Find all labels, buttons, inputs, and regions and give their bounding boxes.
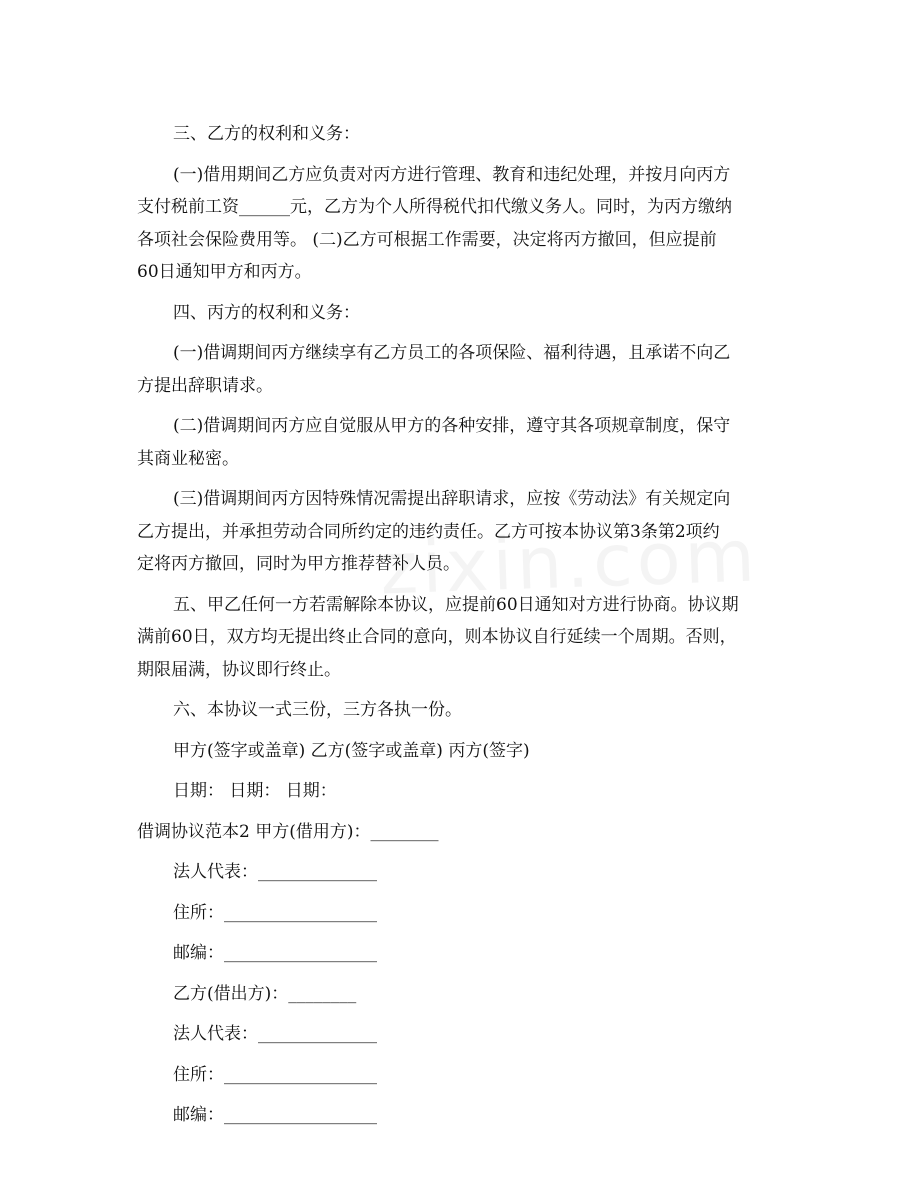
paragraph-line: 六、本协议一式三份，三方各执一份。	[173, 700, 462, 720]
paragraph-line: (二)借调期间丙方应自觉服从甲方的各种安排，遵守其各项规章制度，保守	[173, 416, 731, 436]
paragraph-line: 三、乙方的权利和义务：	[173, 124, 360, 144]
paragraph-line: 法人代表：______________	[173, 862, 377, 882]
paragraph-line: 期限届满，协议即行终止。	[137, 659, 341, 680]
paragraph-line: 甲方(签字或盖章) 乙方(签字或盖章) 丙方(签字)	[173, 740, 530, 761]
paragraph-line: 邮编：__________________	[173, 943, 377, 963]
paragraph-line: 日期： 日期： 日期：	[173, 781, 337, 801]
paragraph-line: 支付税前工资______元，乙方为个人所得税代扣代缴义务人。同时，为丙方缴纳	[137, 197, 732, 217]
paragraph-line: 住所：__________________	[173, 902, 377, 923]
paragraph-line: 各项社会保险费用等。 (二)乙方可根据工作需要，决定将丙方撤回，但应提前	[137, 229, 717, 250]
paragraph-line: 法人代表：______________	[173, 1024, 377, 1044]
paragraph-line: (一)借用期间乙方应负责对丙方进行管理、教育和违纪处理，并按月向丙方	[173, 164, 731, 185]
document-body	[137, 118, 787, 1132]
paragraph-line: (一)借调期间丙方继续享有乙方员工的各项保险、福利待遇，且承诺不向乙	[173, 343, 731, 363]
paragraph-line: (三)借调期间丙方因特殊情况需提出辞职请求，应按《劳动法》有关规定向	[173, 489, 731, 509]
paragraph-line: 满前60日，双方均无提出终止合同的意向，则本协议自行延续一个周期。否则，	[137, 627, 737, 647]
paragraph-line: 其商业秘密。	[137, 448, 239, 469]
paragraph-line: 借调协议范本2 甲方(借用方)：________	[137, 821, 439, 842]
paragraph-line: 住所：__________________	[173, 1064, 377, 1085]
paragraph-line: 方提出辞职请求。	[137, 375, 273, 396]
paragraph-line: 60日通知甲方和丙方。	[137, 262, 312, 282]
paragraph-line: 定将丙方撤回，同时为甲方推荐替补人员。	[137, 554, 460, 574]
paragraph-line: 乙方提出，并承担劳动合同所约定的违约责任。乙方可按本协议第3条第2项约	[137, 521, 720, 542]
paragraph-line: 五、甲乙任何一方若需解除本协议，应提前60日通知对方进行协商。协议期	[173, 594, 739, 615]
paragraph-line: 乙方(借出方)：________	[173, 983, 357, 1004]
paragraph-line: 邮编：__________________	[173, 1105, 377, 1125]
paragraph-line: 四、丙方的权利和义务：	[173, 302, 360, 323]
